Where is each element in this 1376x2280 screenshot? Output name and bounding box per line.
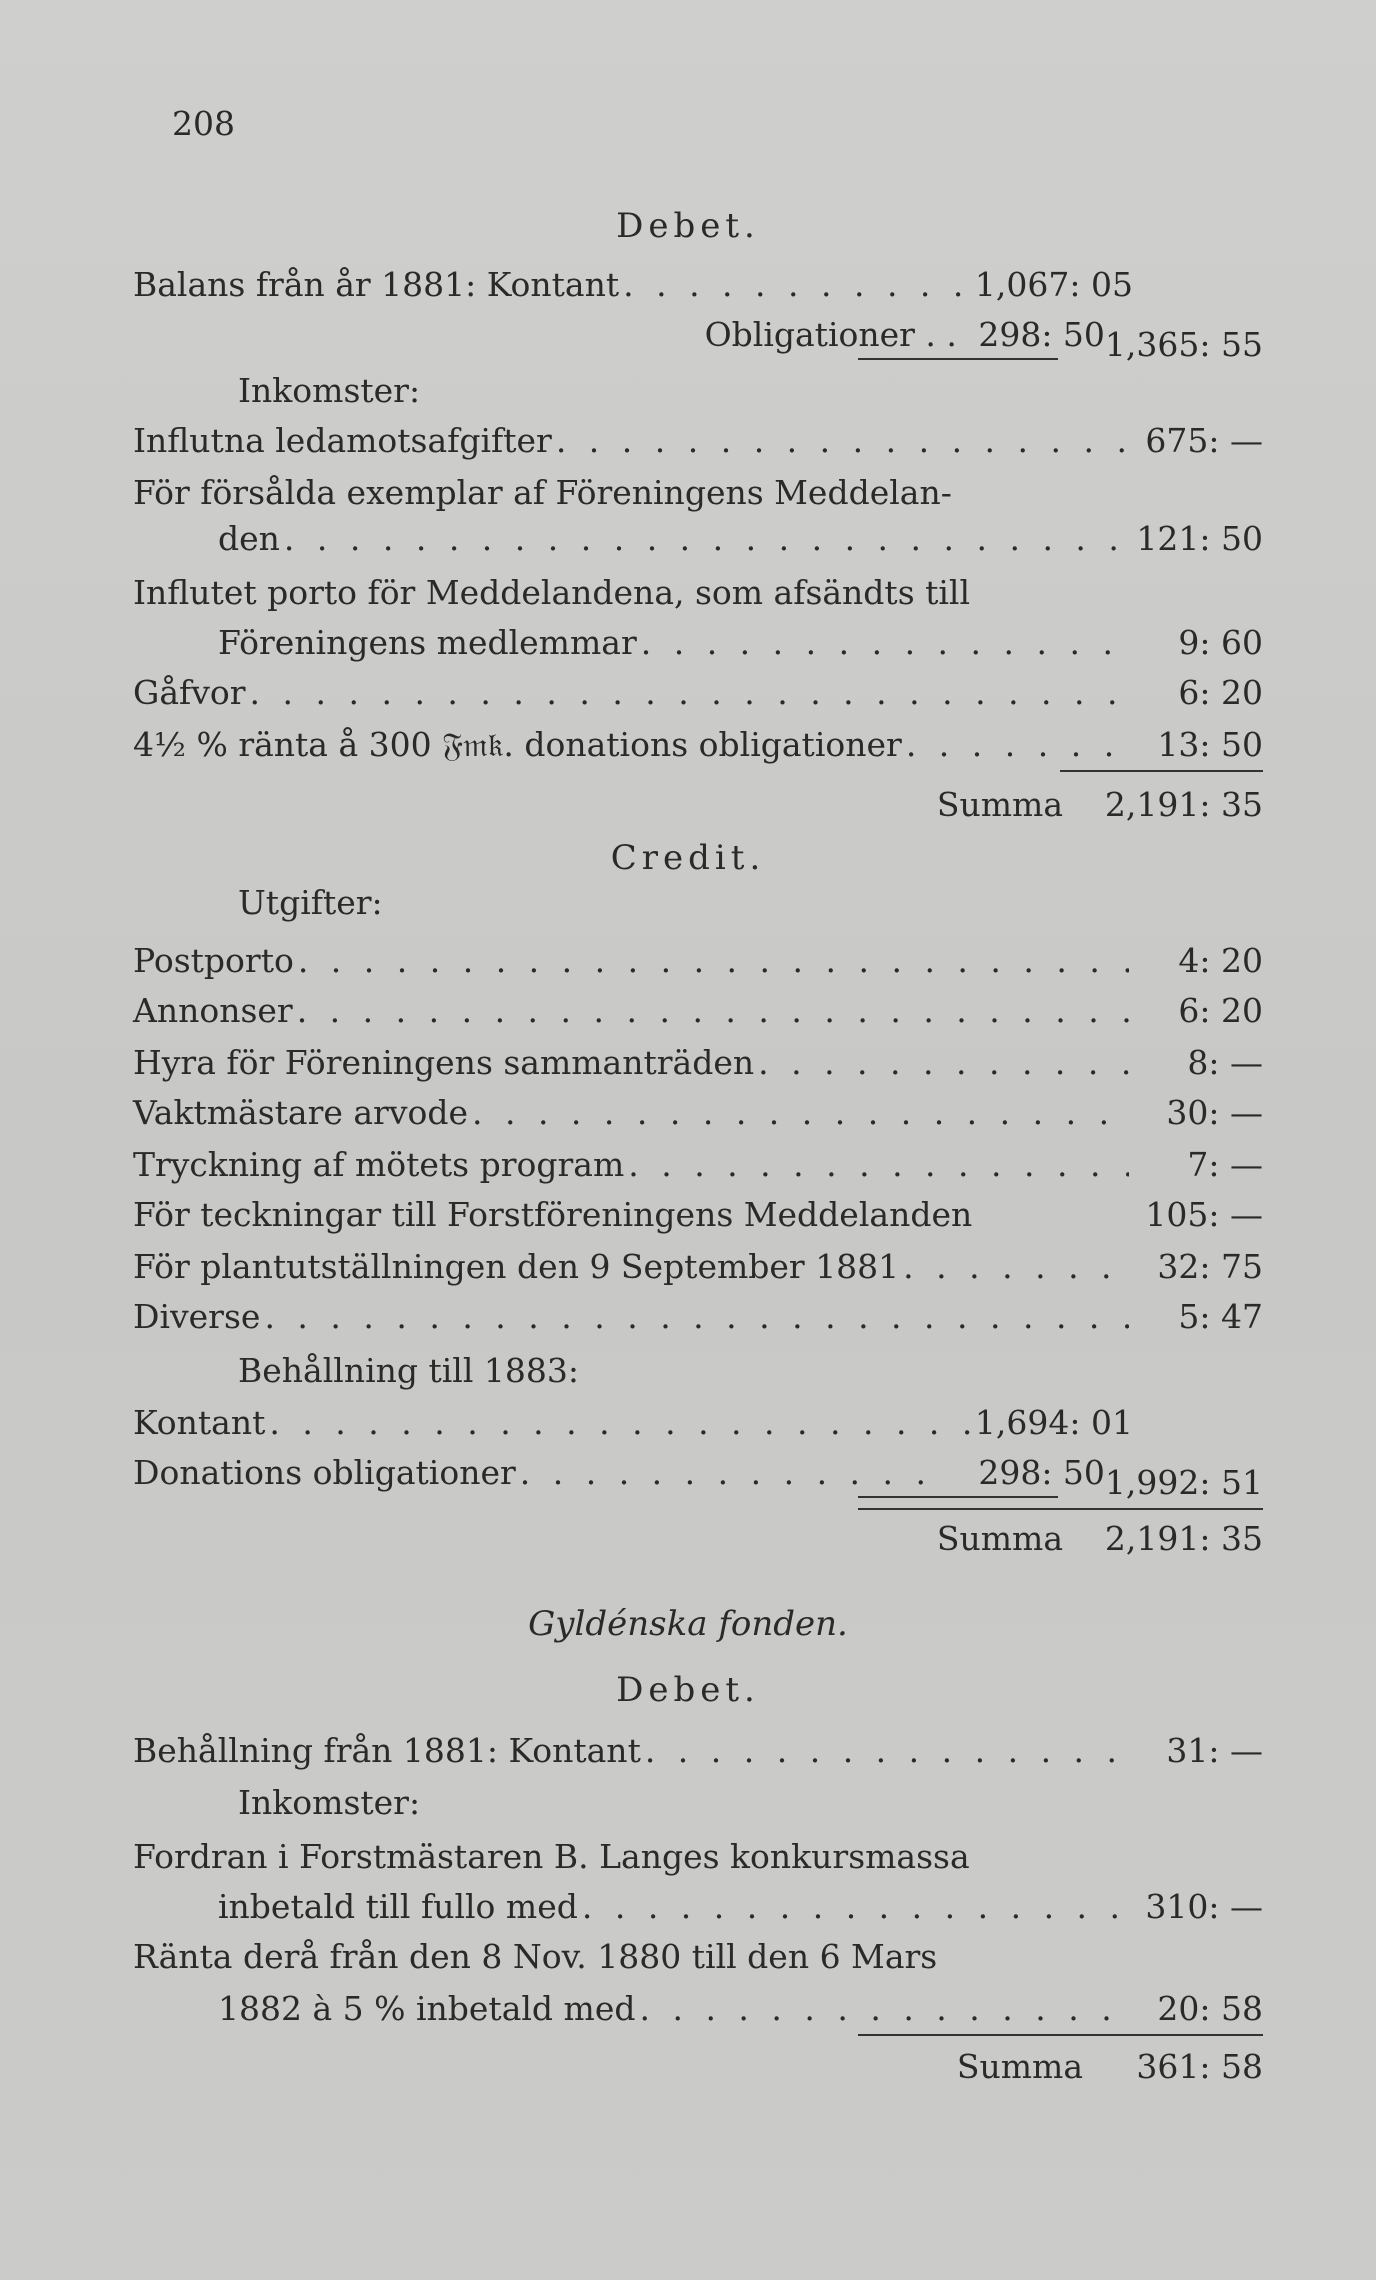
kontant-value: 1,694: 01 bbox=[974, 1403, 1133, 1442]
summa-row: Summa 2,191: 35 bbox=[936, 1519, 1263, 1558]
balans-label: Balans från år 1881: Kontant bbox=[133, 265, 620, 304]
income-row: 4½ % ränta å 300 𝔉𝔪𝔨. donations obligationer . . . 13: 50 bbox=[133, 722, 1263, 768]
donations-value: 298: 50 bbox=[978, 1453, 1105, 1492]
subtotal-rule bbox=[858, 1496, 1058, 1498]
summa-value: 2,191: 35 bbox=[1104, 785, 1263, 824]
utgifter-heading: Utgifter: bbox=[238, 883, 383, 922]
expense-row: Tryckning af mötets program . . . 7: — bbox=[133, 1142, 1263, 1188]
fordran-row: Fordran i Forstmästaren B. Langes konkursmassa bbox=[133, 1837, 970, 1876]
inkomster-heading-2: Inkomster: bbox=[238, 1783, 421, 1822]
behallning-heading: Behållning till 1883: bbox=[238, 1351, 580, 1390]
expense-row: Annonser . . . 6: 20 bbox=[133, 988, 1263, 1034]
behallning-row: Behållning från 1881: Kontant . . . 31: — bbox=[133, 1728, 1263, 1774]
expense-row: För teckningar till Forstföreningens Meddelanden 105: — bbox=[133, 1195, 1263, 1234]
inkomster-heading: Inkomster: bbox=[238, 371, 421, 410]
sum-rule bbox=[858, 2034, 1263, 2036]
sum-rule bbox=[858, 1508, 1263, 1510]
expense-row: Diverse . . . 5: 47 bbox=[133, 1294, 1263, 1340]
income-row: Föreningens medlemmar . . . 9: 60 bbox=[218, 620, 1263, 666]
income-row: Influtna ledamotsafgifter . . . 675: — bbox=[133, 418, 1263, 464]
obligationer-row: Obligationer . . 298: 50 1,365: 55 bbox=[133, 312, 1263, 358]
balans-kontant: 1,067: 05 bbox=[974, 265, 1133, 304]
summa-row: Summa 361: 58 bbox=[956, 2047, 1263, 2086]
expense-row: För plantutställningen den 9 September 1881 . . . 32: 75 bbox=[133, 1244, 1263, 1290]
sum-rule bbox=[1060, 770, 1263, 772]
debet-heading: Debet. bbox=[616, 206, 760, 246]
fordran-row-2: inbetald till fullo med . . . 310: — bbox=[218, 1884, 1263, 1930]
income-row: För försålda exemplar af Föreningens Meddelan- bbox=[133, 473, 952, 512]
obligationer-label: Obligationer bbox=[704, 315, 915, 354]
expense-row: Vaktmästare arvode . . . 30: — bbox=[133, 1090, 1263, 1136]
income-row: den . . . 121: 50 bbox=[218, 516, 1263, 562]
balans-row bbox=[133, 262, 1263, 308]
income-row: Gåfvor . . . 6: 20 bbox=[133, 670, 1263, 716]
expense-row: Hyra för Föreningens sammanträden . . . 8: — bbox=[133, 1040, 1263, 1086]
summa-label: Summa bbox=[936, 785, 1063, 824]
kontant-row: Kontant . . . 1,694: 01 bbox=[133, 1400, 1263, 1446]
summa-row bbox=[133, 782, 1263, 828]
obligationer-value: 298: 50 bbox=[978, 315, 1105, 354]
ranta-row: Ränta derå från den 8 Nov. 1880 till den 6 Mars bbox=[133, 1937, 938, 1976]
page-number: 208 bbox=[172, 104, 235, 143]
expense-row: Postporto . . . 4: 20 bbox=[133, 938, 1263, 984]
income-row: Influtet porto för Meddelandena, som afsändts till bbox=[133, 573, 971, 612]
behallning-total: 1,992: 51 bbox=[1104, 1463, 1263, 1502]
debet-heading-2: Debet. bbox=[616, 1670, 760, 1710]
donations-row: Donations obligationer . . . 298: 50 1,992: 51 bbox=[133, 1450, 1263, 1496]
balans-total: 1,365: 55 bbox=[1104, 325, 1263, 364]
credit-heading: Credit. bbox=[610, 838, 766, 878]
subtotal-rule bbox=[858, 358, 1058, 360]
gyldenska-title: Gyldénska fonden. bbox=[528, 1604, 848, 1644]
ranta-row-2: 1882 à 5 % inbetald med . . . 20: 58 bbox=[218, 1986, 1263, 2032]
